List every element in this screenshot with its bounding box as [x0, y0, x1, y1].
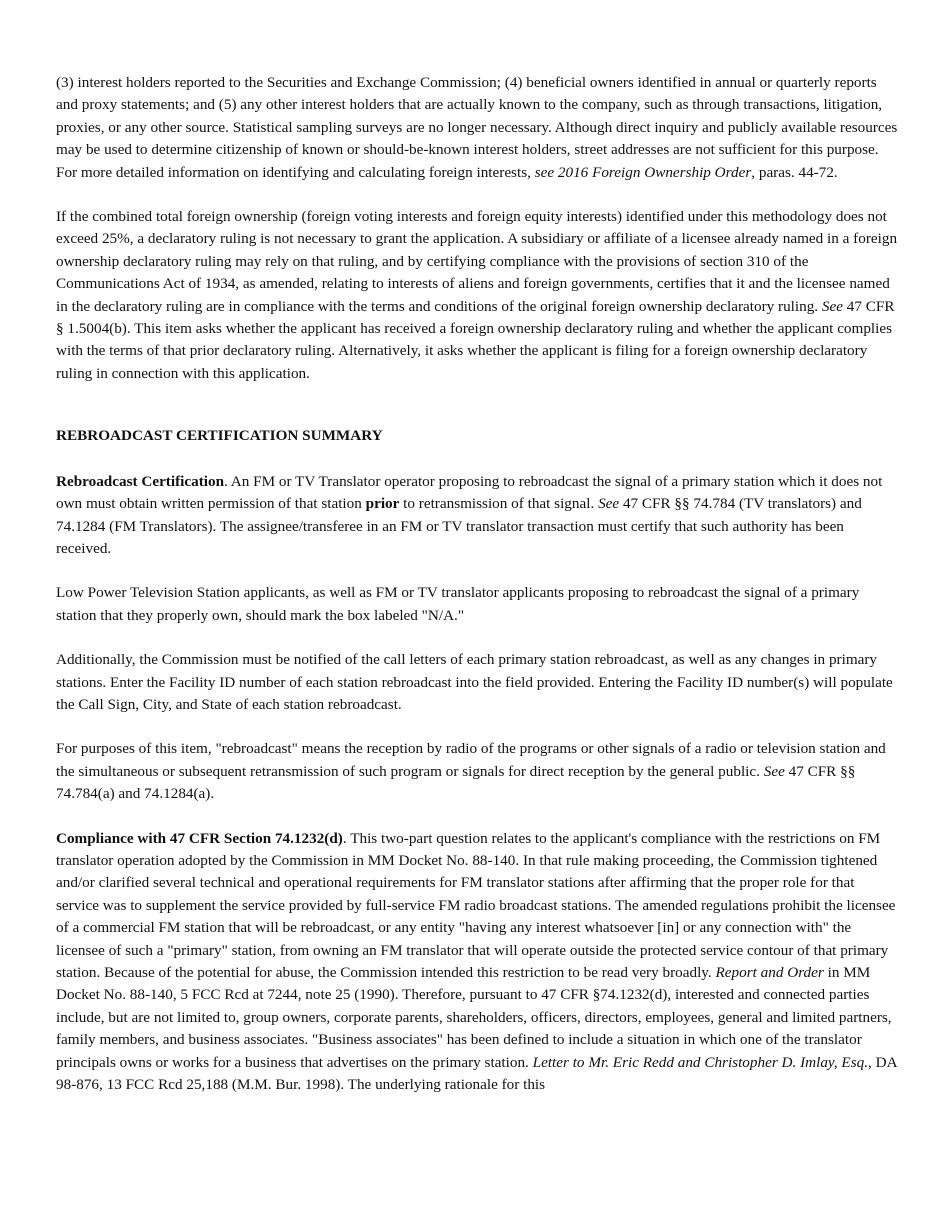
see-signal: See: [763, 762, 785, 780]
paragraph-lptv-na: Low Power Television Station applicants, as well as FM or TV translator applicants proposing to rebroadcast the signal of a primary station that they properly own, should mark the box labeled "N/A.": [56, 584, 860, 624]
paragraph-lead-heading: Rebroadcast Certification: [56, 472, 225, 490]
see-signal: See: [598, 495, 620, 513]
paragraph-text: , paras. 44-72.: [751, 163, 838, 181]
paragraph-foreign-ownership-threshold: [56, 206, 898, 385]
citation-report-and-order: Report and Order: [715, 964, 824, 981]
paragraph-text: (3) interest holders reported to the Securities and Exchange Commission; (4) beneficial owners identified in annual or quarterly reports and proxy statements; and (5) any other interest holders that are actually known to the company, such as through transactions, litigation, proxies, or any other source. Statistical sampling surveys are no longer necessary. Although direct inquiry and publicly available resources may be used to determine citizenship of known or should-be-known interest holders, street addresses are not sufficient for this purpose. For more detailed information on identifying and calculating foreign interests,: [56, 74, 898, 181]
section-heading: REBROADCAST CERTIFICATION SUMMARY: [56, 427, 383, 445]
paragraph-compliance-74-1232: [56, 828, 898, 1097]
see-signal: See: [821, 297, 843, 315]
paragraph-rebroadcast-definition: [56, 738, 898, 805]
document-page: [56, 72, 898, 1096]
paragraph-facility-id: Additionally, the Commission must be notified of the call letters of each primary station rebroadcast, as well as any changes in primary stations. Enter the Facility ID number of each station rebroadcast into the field provided. Entering the Facility ID number(s) will populate the Call Sign, City, and State of each station rebroadcast.: [56, 651, 893, 713]
paragraph-text: For purposes of this item, "rebroadcast" means the reception by radio of the programs or other signals of a radio or television station and the simultaneous or subsequent retransmission of such program or signals for direct reception by the general public.: [56, 740, 886, 780]
paragraph-lead-heading: Compliance with 47 CFR Section 74.1232(d): [56, 829, 343, 847]
paragraph-foreign-interest-holders: [56, 72, 898, 184]
paragraph-text: in MM Docket No. 88-140, 5 FCC Rcd at 7244, note 25 (1990). Therefore, pursuant to 47 CFR §74.1232(d), interested and connected parties include, but are not limited to, group owners, corporate parents, shareholders, officers, directors, employees, general and limited partners, family members, and business associates. "Business associates" has been defined to include a situation in which one of the translator principals owns or works for a business that advertises on the primary station.: [56, 964, 892, 1071]
paragraph-text: , DA 98-876, 13 FCC Rcd 25,188 (M.M. Bur. 1998). The underlying rationale for this: [56, 1053, 897, 1094]
paragraph-text: 47 CFR §§ 74.784(a) and 74.1284(a).: [56, 762, 856, 803]
paragraph-text: to retransmission of that signal.: [399, 495, 599, 513]
paragraph-rebroadcast-certification: [56, 471, 898, 561]
paragraph-text: 47 CFR §§ 74.784 (TV translators) and 74.1284 (FM Translators). The assignee/transferee in an FM or TV translator transaction must certify that such authority has been received.: [56, 495, 862, 557]
citation-foreign-ownership-order: see 2016 Foreign Ownership Order: [534, 163, 752, 181]
emphasis-prior: prior: [365, 495, 400, 513]
paragraph-text: . This two-part question relates to the applicant's compliance with the restrictions on FM translator operation adopted by the Commission in MM Docket No. 88-140. In that rule making proceeding, the Commission tightened and/or clarified several technical and operational requirements for FM translator stations after affirming that the proper role for that service was to supplement the service provided by full-service FM radio broadcast stations. The amended regulations prohibit the licensee of a commercial FM station that will be rebroadcast, or any entity "having any interest whatsoever [in] or any connection with" the licensee of such a "primary" station, from owning an FM translator that will operate outside the protected service contour of that primary station. Because of the potential for abuse, the Commission intended this restriction to be read very broadly.: [56, 829, 896, 981]
citation-letter-redd-imlay: Letter to Mr. Eric Redd and Christopher D. Imlay, Esq.: [532, 1053, 869, 1071]
paragraph-text: . An FM or TV Translator operator proposing to rebroadcast the signal of a primary station which it does not own must obtain written permission of that station: [56, 472, 883, 513]
paragraph-text: If the combined total foreign ownership (foreign voting interests and foreign equity interests) identified under this methodology does not exceed 25%, a declaratory ruling is not necessary to grant the application. A subsidiary or affiliate of a licensee already named in a foreign ownership declaratory ruling may rely on that ruling, and by certifying compliance with the provisions of section 310 of the Communications Act of 1934, as amended, relating to interests of aliens and foreign governments, certifies that it and the licensee named in the declaratory ruling are in compliance with the terms and conditions of the original foreign ownership declaratory ruling.: [56, 208, 898, 315]
paragraph-text: 47 CFR § 1.5004(b). This item asks whether the applicant has received a foreign ownership declaratory ruling and whether the applicant complies with the terms of that prior declaratory ruling. Alternatively, it asks whether the applicant is filing for a foreign ownership declaratory ruling in connection with this application.: [56, 297, 895, 382]
